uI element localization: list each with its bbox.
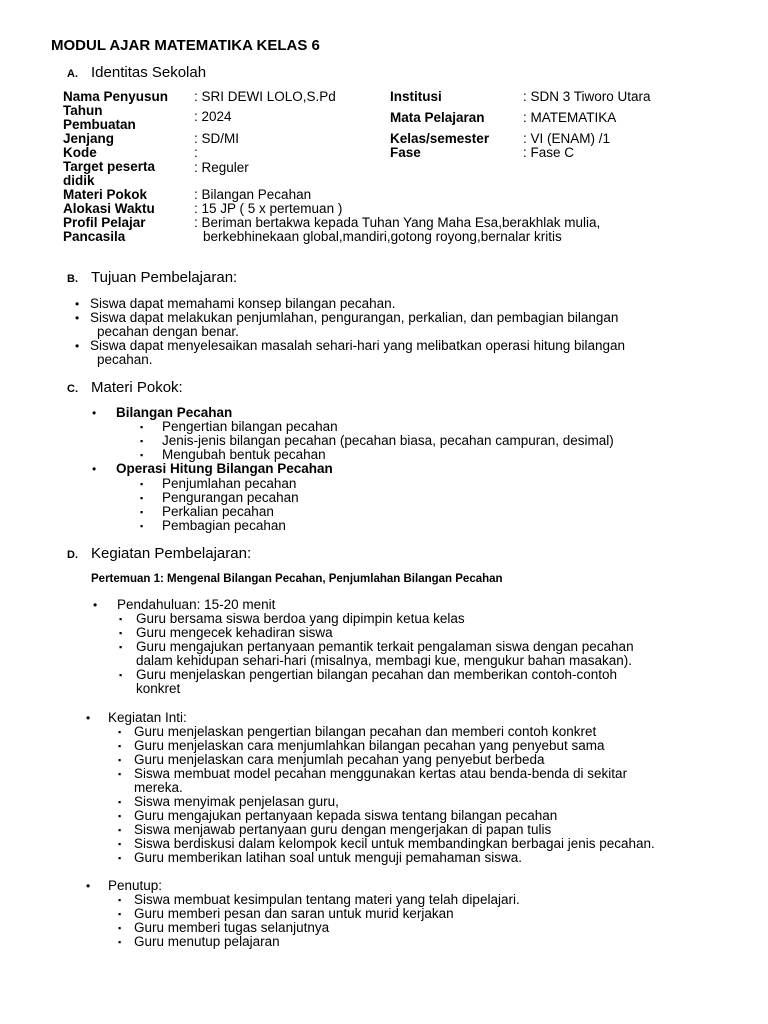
- document-title: MODUL AJAR MATEMATIKA KELAS 6: [51, 37, 320, 54]
- label-kode: Kode: [63, 145, 97, 160]
- square-bullet-icon: ▪: [118, 937, 122, 947]
- square-bullet-icon: ▪: [118, 895, 122, 905]
- label-tahun: Tahun: [63, 103, 103, 118]
- value-kelas-semester: : VI (ENAM) /1: [523, 131, 611, 146]
- phase-pendahuluan: [93, 598, 753, 698]
- label-nama-penyusun: Nama Penyusun: [63, 89, 169, 104]
- section-b-heading: [67, 269, 237, 286]
- meeting-title: Pertemuan 1: Mengenal Bilangan Pecahan, Penjumlahan Bilangan Pecahan: [91, 573, 503, 585]
- value-mata-pelajaran: : MATEMATIKA: [523, 110, 617, 125]
- list-item: Siswa dapat melakukan penjumlahan, pengurangan, perkalian, dan pembagian bilangan: [90, 310, 619, 325]
- list-item: Guru mengajukan pertanyaan pemantik terkait pengalaman siswa dengan pecahan: [136, 639, 634, 654]
- phase-penutup: [86, 879, 756, 951]
- square-bullet-icon: ▪: [118, 839, 122, 849]
- square-bullet-icon: ▪: [118, 769, 122, 779]
- bullet-dot-icon: •: [86, 879, 91, 893]
- list-item: Guru menjelaskan pengertian bilangan pecahan dan memberikan contoh-contoh: [136, 667, 618, 682]
- list-item: Penjumlahan pecahan: [162, 476, 297, 491]
- section-letter: C.: [67, 383, 78, 395]
- label-profil-pelajar: Profil Pelajar: [63, 215, 146, 230]
- list-item: Pengurangan pecahan: [162, 490, 299, 505]
- value-profil-line2: berkebhinekaan global,mandiri,gotong royong,bernalar kritis: [203, 229, 562, 244]
- list-item: Siswa membuat kesimpulan tentang materi yang telah dipelajari.: [134, 892, 520, 907]
- square-bullet-icon: ▪: [118, 923, 122, 933]
- list-item-continuation: pecahan dengan benar.: [97, 324, 239, 339]
- square-bullet-icon: ▪: [118, 811, 122, 821]
- list-item: Pengertian bilangan pecahan: [162, 419, 338, 434]
- section-letter: A.: [67, 68, 78, 80]
- materials-list: [92, 406, 752, 536]
- value-institusi: : SDN 3 Tiworo Utara: [523, 89, 651, 104]
- label-pembuatan: Pembuatan: [63, 117, 136, 132]
- list-item: Guru menjelaskan cara menjumlah pecahan yang penyebut berbeda: [134, 752, 545, 767]
- value-fase: : Fase C: [523, 145, 575, 160]
- section-letter: B.: [67, 273, 78, 285]
- section-title: Materi Pokok:: [91, 379, 183, 396]
- square-bullet-icon: ▪: [140, 436, 144, 446]
- square-bullet-icon: ▪: [140, 521, 144, 531]
- list-item: Guru menutup pelajaran: [134, 934, 280, 949]
- list-item: Siswa membuat model pecahan menggunakan kertas atau benda-benda di sekitar: [134, 766, 628, 781]
- list-item: Jenis-jenis bilangan pecahan (pecahan biasa, pecahan campuran, desimal): [162, 433, 614, 448]
- value-materi-pokok: : Bilangan Pecahan: [194, 187, 312, 202]
- list-item: Guru mengajukan pertanyaan kepada siswa tentang bilangan pecahan: [134, 808, 558, 823]
- list-item: Guru bersama siswa berdoa yang dipimpin ketua kelas: [136, 611, 465, 626]
- square-bullet-icon: ▪: [118, 741, 122, 751]
- bullet-dot-icon: •: [75, 339, 80, 353]
- label-jenjang: Jenjang: [63, 131, 115, 146]
- section-a-heading: [67, 64, 206, 81]
- label-fase: Fase: [390, 145, 421, 160]
- list-item: Siswa dapat menyelesaikan masalah sehari-hari yang melibatkan operasi hitung bilangan: [90, 338, 626, 353]
- list-item: Siswa menyimak penjelasan guru,: [134, 794, 339, 809]
- label-materi-pokok: Materi Pokok: [63, 187, 148, 202]
- value-kode: :: [194, 145, 198, 160]
- label-mata-pelajaran: Mata Pelajaran: [390, 110, 485, 125]
- square-bullet-icon: ▪: [118, 727, 122, 737]
- phase-title: Penutup:: [108, 878, 163, 893]
- bullet-dot-icon: •: [86, 711, 91, 725]
- label-pancasila: Pancasila: [63, 229, 126, 244]
- list-item: Siswa dapat memahami konsep bilangan pecahan.: [90, 296, 396, 311]
- bullet-dot-icon: •: [92, 406, 97, 420]
- list-item: Siswa menjawab pertanyaan guru dengan mengerjakan di papan tulis: [134, 822, 552, 837]
- square-bullet-icon: ▪: [140, 422, 144, 432]
- section-title: Kegiatan Pembelajaran:: [91, 545, 252, 562]
- label-institusi: Institusi: [390, 89, 442, 104]
- list-group-title: Operasi Hitung Bilangan Pecahan: [116, 461, 333, 476]
- list-item: Pembagian pecahan: [162, 518, 286, 533]
- value-tahun: : 2024: [194, 109, 232, 124]
- label-alokasi-waktu: Alokasi Waktu: [63, 201, 155, 216]
- list-item: Guru mengecek kehadiran siswa: [136, 625, 333, 640]
- value-profil-line1: : Beriman bertakwa kepada Tuhan Yang Maha Esa,berakhlak mulia,: [194, 215, 601, 230]
- square-bullet-icon: ▪: [119, 628, 123, 638]
- list-item-continuation: konkret: [136, 681, 181, 696]
- square-bullet-icon: ▪: [119, 642, 123, 652]
- phase-title: Pendahuluan: 15-20 menit: [117, 597, 276, 612]
- list-item: Guru memberi tugas selanjutnya: [134, 920, 330, 935]
- list-item: Guru memberi pesan dan saran untuk murid kerjakan: [134, 906, 454, 921]
- square-bullet-icon: ▪: [118, 797, 122, 807]
- square-bullet-icon: ▪: [118, 755, 122, 765]
- section-title: Identitas Sekolah: [91, 64, 207, 81]
- list-item: Siswa berdiskusi dalam kelompok kecil untuk membandingkan berbagai jenis pecahan.: [134, 836, 655, 851]
- list-item: Guru memberikan latihan soal untuk menguji pemahaman siswa.: [134, 850, 522, 865]
- phase-title: Kegiatan Inti:: [108, 710, 187, 725]
- value-nama-penyusun: : SRI DEWI LOLO,S.Pd: [194, 89, 336, 104]
- value-jenjang: : SD/MI: [194, 131, 240, 146]
- bullet-dot-icon: •: [75, 311, 80, 325]
- list-item: Mengubah bentuk pecahan: [162, 447, 326, 462]
- bullet-dot-icon: •: [92, 462, 97, 476]
- square-bullet-icon: ▪: [118, 825, 122, 835]
- square-bullet-icon: ▪: [118, 853, 122, 863]
- section-d-heading: [67, 545, 251, 562]
- list-item: Guru menjelaskan pengertian bilangan pecahan dan memberi contoh konkret: [134, 724, 597, 739]
- bullet-dot-icon: •: [75, 297, 80, 311]
- list-item-continuation: pecahan.: [97, 352, 153, 367]
- square-bullet-icon: ▪: [119, 614, 123, 624]
- square-bullet-icon: ▪: [140, 493, 144, 503]
- label-target: Target peserta: [63, 159, 156, 174]
- square-bullet-icon: ▪: [119, 670, 123, 680]
- section-letter: D.: [67, 549, 78, 561]
- section-title: Tujuan Pembelajaran:: [91, 269, 238, 286]
- identity-table: [63, 90, 763, 250]
- bullet-dot-icon: •: [93, 598, 98, 612]
- objectives-list: [75, 297, 755, 369]
- label-didik: didik: [63, 173, 95, 188]
- square-bullet-icon: ▪: [140, 507, 144, 517]
- value-alokasi-waktu: : 15 JP ( 5 x pertemuan ): [194, 201, 343, 216]
- list-item: Guru menjelaskan cara menjumlahkan bilangan pecahan yang penyebut sama: [134, 738, 605, 753]
- square-bullet-icon: ▪: [140, 450, 144, 460]
- list-item-continuation: dalam kehidupan sehari-hari (misalnya, membagi kue, mengukur bahan masakan).: [136, 653, 633, 668]
- phase-kegiatan-inti: [86, 711, 756, 867]
- section-c-heading: [67, 379, 183, 396]
- square-bullet-icon: ▪: [118, 909, 122, 919]
- value-target: : Reguler: [194, 160, 249, 175]
- list-item: Perkalian pecahan: [162, 504, 274, 519]
- label-kelas-semester: Kelas/semester: [390, 131, 490, 146]
- list-item-continuation: mereka.: [134, 780, 183, 795]
- square-bullet-icon: ▪: [140, 479, 144, 489]
- list-group-title: Bilangan Pecahan: [116, 405, 233, 420]
